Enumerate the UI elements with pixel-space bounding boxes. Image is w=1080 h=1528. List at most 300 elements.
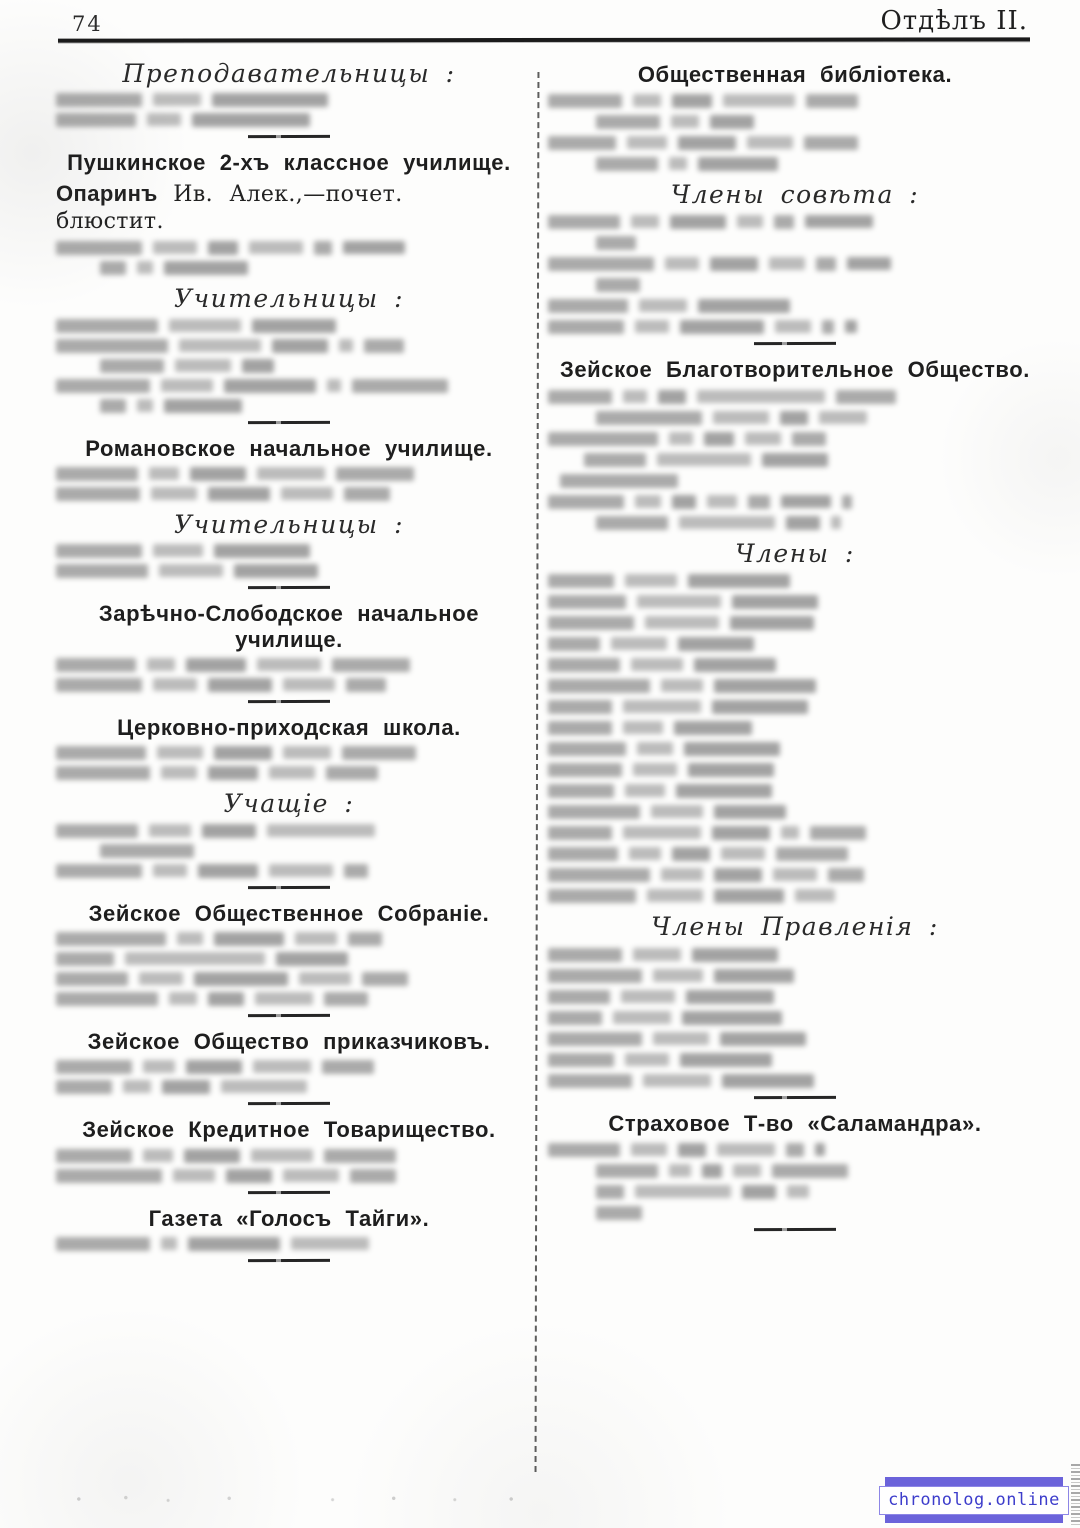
redacted-word [548,1074,632,1088]
redacted-entries [56,1149,522,1183]
redacted-word [676,784,772,798]
redacted-word [283,678,335,691]
redacted-word [733,1164,761,1177]
redacted-line [548,94,1042,108]
subsection-heading: Члены Правленія : [651,912,939,942]
section-divider [248,586,330,589]
redacted-line [56,952,522,966]
redacted-word [221,1080,307,1093]
redacted-word [56,241,142,255]
redacted-word [713,411,769,424]
redacted-word [596,1185,624,1199]
redacted-entries [548,574,1042,903]
redacted-word [611,637,667,650]
redacted-word [714,805,786,819]
redacted-word [208,241,238,255]
redacted-word [100,359,164,373]
redacted-word [698,157,778,171]
redacted-word [56,319,158,333]
redacted-word [324,992,368,1006]
redacted-line [548,1053,1042,1067]
redacted-word [635,320,669,333]
redacted-word [548,432,658,446]
redacted-word [56,864,142,878]
redacted-word [653,1032,709,1045]
redacted-line [548,1185,1042,1199]
redacted-word [208,766,258,780]
redacted-word [56,746,146,760]
redacted-line [548,574,1042,588]
redacted-word [350,1169,396,1183]
redacted-word [164,399,242,413]
redacted-entries [548,1143,1042,1220]
redacted-word [613,1011,671,1024]
section-divider [248,1102,330,1105]
redacted-line [548,784,1042,798]
redacted-line [548,595,1042,609]
subsection-heading: Преподавательницы : [122,58,456,88]
redacted-word [143,1060,175,1073]
redacted-entries [56,544,522,578]
section-divider [754,1228,836,1231]
redacted-word [747,136,793,149]
redacted-word [828,868,864,882]
entry-surname: Опаринъ [56,181,174,207]
redacted-word [153,241,197,254]
redacted-word [737,215,763,228]
redacted-word [845,320,857,333]
redacted-word [346,678,386,692]
redacted-word [658,390,686,404]
redacted-word [627,136,667,149]
redacted-line [56,992,522,1006]
redacted-word [147,658,175,671]
redacted-line [56,379,522,393]
redacted-word [253,1060,311,1073]
redacted-word [548,1143,620,1157]
redacted-word [208,487,270,501]
section-heading: Зейское Общественное Собраніе. [88,900,490,926]
redacted-word [56,1169,162,1183]
redacted-word [806,94,858,108]
redacted-word [159,564,223,577]
redacted-word [717,1143,775,1156]
redacted-word [283,1169,339,1182]
redacted-word [344,487,390,501]
redacted-word [224,379,316,393]
scan-noise [60,1492,530,1506]
redacted-word [194,972,288,986]
redacted-word [678,1143,706,1157]
right-column [548,50,1042,1238]
redacted-line [548,299,1042,313]
redacted-line [56,658,522,672]
redacted-word [548,136,616,150]
subsection-heading: Учащіе : [223,789,355,819]
redacted-word [291,1237,369,1250]
redacted-word [214,932,284,946]
redacted-word [56,932,166,946]
redacted-word [680,1053,772,1067]
redacted-entries [56,932,522,1006]
redacted-word [596,1206,642,1220]
redacted-word [214,746,272,760]
section-divider [248,1259,330,1262]
redacted-word [780,411,808,425]
redacted-word [723,94,795,107]
redacted-word [364,339,404,353]
redacted-entries [548,948,1042,1088]
redacted-line [56,1060,522,1074]
redacted-word [633,763,677,776]
redacted-word [686,990,774,1004]
redacted-word [795,889,835,902]
redacted-line [548,215,1042,229]
redacted-line [548,700,1042,714]
redacted-line [56,1237,522,1251]
section-divider [248,1014,330,1017]
directory-entry [56,181,522,235]
redacted-line [548,390,1042,404]
section-divider [248,700,330,703]
redacted-word [548,1053,614,1067]
redacted-word [184,1149,240,1163]
section-divider [754,1095,836,1098]
section-heading: Церковно-приходская школа. [117,714,461,740]
redacted-line [548,826,1042,840]
redacted-line [56,1149,522,1163]
redacted-line [548,432,1042,446]
redacted-word [548,257,654,271]
redacted-line [548,1206,1042,1220]
redacted-word [153,864,187,877]
redacted-word [684,742,780,756]
section-heading: Зарѣчно-Слободское начальное училище. [98,601,480,652]
redacted-word [257,658,321,671]
redacted-word [548,721,612,735]
redacted-word [776,847,848,861]
redacted-line [56,844,522,858]
redacted-word [161,766,197,779]
redacted-word [56,93,142,107]
redacted-word [623,390,647,403]
redacted-word [548,742,626,756]
redacted-line [56,241,522,255]
redacted-word [697,390,825,403]
redacted-word [137,261,153,274]
redacted-word [596,157,658,171]
redacted-word [100,399,126,413]
redacted-word [720,1032,806,1046]
redacted-line [56,746,522,760]
redacted-word [143,1149,173,1162]
redacted-word [234,564,318,578]
redacted-word [775,320,811,333]
redacted-word [621,990,675,1003]
redacted-word [153,93,201,106]
redacted-word [710,257,758,271]
section-divider [248,420,330,423]
redacted-word [342,746,416,760]
redacted-word [299,972,351,985]
redacted-line [56,339,522,353]
section-divider [248,135,330,138]
redacted-word [548,1011,602,1025]
page-number: 74 [72,12,103,36]
redacted-word [56,544,142,558]
redacted-word [692,948,778,962]
redacted-word [186,658,246,672]
redacted-word [267,824,375,837]
redacted-word [596,1164,658,1178]
redacted-line [56,766,522,780]
redacted-line [548,847,1042,861]
redacted-word [672,495,696,509]
redacted-word [792,432,826,446]
redacted-line [548,637,1042,651]
redacted-line [56,93,522,107]
redacted-entries [56,746,522,780]
redacted-word [548,679,650,693]
redacted-word [548,948,622,962]
redacted-word [688,574,790,588]
redacted-word [742,1185,776,1199]
redacted-word [714,969,794,983]
redacted-word [212,93,328,107]
redacted-word [56,1060,132,1074]
redacted-word [805,215,873,228]
redacted-word [179,339,261,352]
redacted-entries [56,93,522,127]
redacted-word [56,487,140,501]
redacted-word [157,746,203,759]
redacted-line [548,1164,1042,1178]
redacted-word [137,399,153,412]
redacted-word [596,115,660,129]
redacted-word [173,1169,215,1182]
redacted-word [139,972,183,985]
redacted-word [276,952,348,966]
section-divider [248,1191,330,1194]
redacted-word [56,467,138,481]
redacted-line [548,889,1042,903]
redacted-word [702,1164,722,1178]
redacted-word [252,319,336,333]
two-column-body [0,42,1080,1472]
redacted-word [324,1149,396,1163]
redacted-word [623,700,701,713]
redacted-line [56,824,522,838]
redacted-word [257,467,325,480]
redacted-word [651,805,703,818]
section-heading: Газета «Голосъ Тайги». [148,1205,430,1231]
redacted-entries [56,467,522,501]
redacted-word [710,115,754,129]
left-column [56,50,522,1269]
redacted-word [548,320,624,334]
redacted-word [164,261,248,275]
section-heading: Страховое Т-во «Саламандра». [608,1110,982,1136]
edge-artifact-noise [1071,1464,1080,1526]
redacted-word [56,1149,132,1163]
redacted-word [625,784,665,797]
subsection-heading: Члены : [735,538,855,568]
redacted-line [548,868,1042,882]
redacted-word [786,1143,804,1157]
redacted-word [847,257,891,270]
redacted-line [548,1143,1042,1157]
redacted-word [745,432,781,445]
redacted-line [56,487,522,501]
redacted-word [269,766,315,779]
redacted-word [637,595,721,608]
watermark-text: chronolog.online [879,1486,1069,1515]
redacted-word [714,889,784,903]
redacted-line [548,948,1042,962]
redacted-word [584,453,646,467]
redacted-word [161,379,213,392]
redacted-word [669,432,693,445]
redacted-word [671,115,699,128]
redacted-line [548,411,1042,425]
redacted-word [665,257,699,270]
redacted-word [202,824,256,838]
watermark-badge [885,1477,1063,1523]
redacted-word [688,763,774,777]
redacted-line [548,742,1042,756]
redacted-word [774,215,794,229]
redacted-word [714,679,816,693]
redacted-word [208,678,272,692]
redacted-word [548,969,642,983]
redacted-word [548,495,624,509]
redacted-word [548,658,620,672]
redacted-entries [56,1060,522,1094]
redacted-word [786,516,820,530]
redacted-word [548,990,610,1004]
subsection-heading: Учительницы : [174,509,404,539]
redacted-word [548,868,650,882]
redacted-word [214,544,310,558]
redacted-word [56,952,114,966]
redacted-line [56,864,522,878]
redacted-word [326,766,378,780]
redacted-line [548,278,1042,292]
redacted-word [281,487,333,500]
redacted-word [100,844,194,858]
redacted-word [714,868,762,882]
redacted-word [672,847,710,861]
redacted-line [548,115,1042,129]
redacted-word [721,847,765,860]
redacted-word [548,574,614,588]
redacted-line [56,359,522,373]
section-heading: Зейское Благотворительное Общество. [559,357,1031,383]
redacted-line [548,136,1042,150]
section-heading: Зейское Общество приказчиковъ. [87,1029,491,1055]
redacted-entries [56,241,522,275]
redacted-word [548,215,620,229]
redacted-word [188,1237,280,1251]
redacted-word [348,932,382,946]
redacted-word [548,390,612,404]
redacted-line [548,1011,1042,1025]
redacted-entries [56,319,522,413]
redacted-word [635,495,661,508]
redacted-word [722,1074,814,1088]
redacted-word [548,805,640,819]
redacted-word [362,972,408,986]
redacted-word [56,824,138,838]
redacted-line [56,1080,522,1094]
redacted-word [548,94,622,108]
redacted-word [730,616,814,630]
redacted-word [169,992,197,1005]
redacted-word [704,432,734,446]
redacted-word [625,1053,669,1066]
redacted-word [831,516,841,529]
redacted-word [56,658,136,672]
redacted-word [596,411,702,425]
redacted-word [162,1080,210,1094]
redacted-word [177,932,203,945]
section-heading: Пушкинское 2-хъ классное училище. [67,150,511,175]
redacted-line [56,678,522,692]
redacted-word [548,826,612,840]
redacted-word [255,992,313,1005]
redacted-word [772,1164,848,1178]
redacted-word [631,1143,667,1156]
redacted-entries [56,824,522,878]
redacted-word [169,319,241,332]
redacted-word [548,1032,642,1046]
redacted-line [56,261,522,275]
redacted-line [548,990,1042,1004]
redacted-word [674,721,752,735]
redacted-line [56,932,522,946]
redacted-word [623,721,663,734]
redacted-word [548,299,628,313]
redacted-line [548,236,1042,250]
redacted-word [343,241,405,254]
redacted-word [680,320,764,334]
redacted-word [625,574,677,587]
redacted-word [769,257,805,270]
redacted-word [633,94,661,107]
redacted-word [810,826,866,840]
redacted-word [327,379,341,392]
redacted-word [283,746,331,759]
redacted-word [153,678,197,691]
redacted-word [269,864,333,877]
redacted-word [822,320,834,334]
redacted-word [661,868,703,881]
redacted-word [596,516,668,530]
redacted-word [100,261,126,275]
redacted-word [161,1237,177,1250]
redacted-word [548,595,626,609]
redacted-word [596,278,640,292]
redacted-word [149,467,179,480]
redacted-word [249,241,303,254]
redacted-word [712,700,808,714]
redacted-line [548,257,1042,271]
redacted-word [242,359,274,373]
redacted-word [762,453,828,467]
redacted-word [629,847,661,860]
redacted-line [548,616,1042,630]
redacted-line [548,969,1042,983]
